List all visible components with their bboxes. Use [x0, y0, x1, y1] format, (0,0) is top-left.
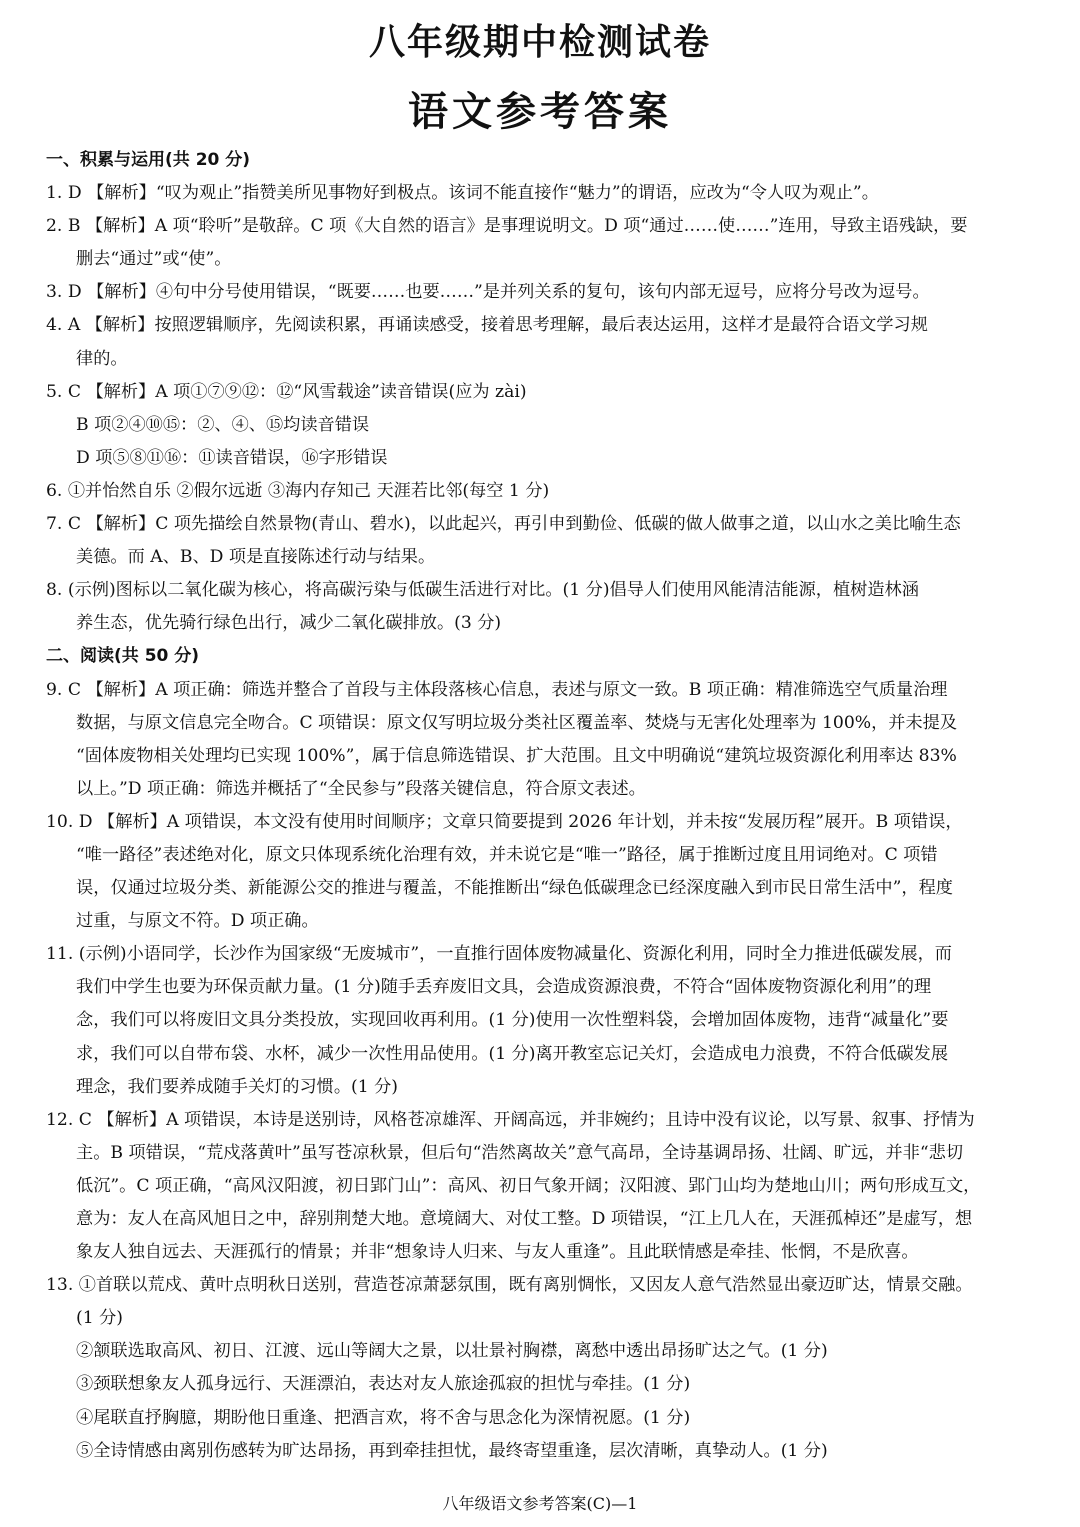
- answer-item: 4. A 【解析】按照逻辑顺序，先阅读积累，再诵读感受，接着思考理解，最后表达运用，这样才是最符合语文学习规: [46, 315, 928, 336]
- answer-item: 7. C 【解析】C 项先描绘自然景物(青山、碧水)，以此起兴，再引申到勤俭、低碳的做人做事之道，以山水之美比喻生态: [46, 514, 961, 535]
- answer-item: 13. ①首联以荒戍、黄叶点明秋日送别，营造苍凉萧瑟氛围，既有离别惆怅，又因友人意气浩然显出豪迈旷达，情景交融。: [46, 1275, 973, 1296]
- answer-content: [46, 144, 1040, 1468]
- answer-line: 美德。而 A、B、D 项是直接陈述行动与结果。: [76, 547, 436, 568]
- answer-line: “固体废物相关处理均已实现 100%”，属于信息筛选错误、扩大范围。且文中明确说“建筑垃圾资源化利用率达 83%: [76, 745, 957, 766]
- page-subtitle: 语文参考答案: [408, 89, 672, 135]
- section-heading: 二、阅读(共 50 分): [46, 646, 200, 667]
- answer-line: 象友人独自远去、天涯孤行的情景；并非“想象诗人归来、与友人重逢”。且此联情感是牵挂、怅惘，不是欣喜。: [76, 1242, 919, 1263]
- answer-item: 2. B 【解析】A 项“聆听”是敬辞。C 项《大自然的语言》是事理说明文。D 项“通过……使……”连用，导致主语残缺，要: [46, 216, 968, 237]
- answer-line: “唯一路径”表述绝对化，原文只体现系统化治理有效，并未说它是“唯一”路径，属于推断过度且用词绝对。C 项错: [76, 844, 938, 865]
- answer-line: (1 分): [76, 1308, 123, 1329]
- answer-item: 12. C 【解析】A 项错误，本诗是送别诗，风格苍凉雄浑、开阔高远，并非婉约；且诗中没有议论，以写景、叙事、抒情为: [46, 1109, 975, 1130]
- answer-item: 10. D 【解析】A 项错误，本文没有使用时间顺序；文章只简要提到 2026 年计划，并未按“发展历程”展开。B 项错误，: [46, 811, 963, 832]
- answer-item: 11. (示例)小语同学，长沙作为国家级“无废城市”，一直推行固体废物减量化、资源化利用，同时全力推进低碳发展，而: [46, 944, 952, 965]
- answer-item: 8. (示例)图标以二氧化碳为核心，将高碳污染与低碳生活进行对比。(1 分)倡导人们使用风能清洁能源，植树造林涵: [46, 580, 919, 601]
- answer-line: 意为：友人在高风旭日之中，辞别荆楚大地。意境阔大、对仗工整。D 项错误，“江上几人在，天涯孤棹还”是虚写，想: [76, 1209, 973, 1229]
- answer-item: 3. D 【解析】④句中分号使用错误，“既要……也要……”是并列关系的复句，该句内部无逗号，应将分号改为逗号。: [46, 282, 930, 303]
- answer-line: 低沉”。C 项正确，“高风汉阳渡，初日郢门山”：高风、初日气象开阔；汉阳渡、郢门山均为楚地山川；两句形成互文，: [76, 1175, 981, 1196]
- answer-line: 过重，与原文不符。D 项正确。: [76, 911, 319, 932]
- answer-item: 6. ①并怡然自乐 ②假尔远逝 ③海内存知己 天涯若比邻(每空 1 分): [46, 480, 550, 501]
- answer-line: 以上。”D 项正确：筛选并概括了“全民参与”段落关键信息，符合原文表述。: [76, 778, 646, 799]
- answer-line: ⑤全诗情感由离别伤感转为旷达昂扬，再到牵挂担忧，最终寄望重逢，层次清晰，真挚动人。(1 分): [76, 1440, 828, 1461]
- answer-line: D 项⑤⑧⑪⑯：⑪读音错误，⑯字形错误: [76, 447, 388, 468]
- answer-line: 律的。: [76, 348, 128, 369]
- answer-line: 我们中学生也要为环保贡献力量。(1 分)随手丢弃废旧文具，会造成资源浪费，不符合“固体废物资源化利用”的理: [76, 977, 932, 998]
- answer-line: ③颈联想象友人孤身远行、天涯漂泊，表达对友人旅途孤寂的担忧与牵挂。(1 分): [76, 1374, 691, 1395]
- answer-line: 求，我们可以自带布袋、水杯，减少一次性用品使用。(1 分)离开教室忘记关灯，会造成电力浪费，不符合低碳发展: [76, 1043, 949, 1064]
- answer-line: 养生态，优先骑行绿色出行，减少二氧化碳排放。(3 分): [76, 613, 502, 634]
- answer-line: 念，我们可以将废旧文具分类投放，实现回收再利用。(1 分)使用一次性塑料袋，会增加固体废物，违背“减量化”要: [76, 1010, 949, 1031]
- answer-line: 删去“通过”或“使”。: [76, 249, 232, 270]
- answer-item: 5. C 【解析】A 项①⑦⑨⑫：⑫“风雪载途”读音错误(应为 zài): [46, 381, 527, 402]
- answer-line: 理念，我们要养成随手关灯的习惯。(1 分): [76, 1076, 398, 1097]
- answer-line: 主。B 项错误，“荒戍落黄叶”虽写苍凉秋景，但后句“浩然离故关”意气高昂，全诗基调昂扬、壮阔、旷远，并非“悲切: [76, 1142, 964, 1163]
- page-title: 八年级期中检测试卷: [368, 22, 711, 63]
- answer-item: 1. D 【解析】“叹为观止”指赞美所见事物好到极点。该词不能直接作“魅力”的谓语，应改为“令人叹为观止”。: [46, 183, 879, 204]
- page-footer: 八年级语文参考答案(C)—1: [442, 1494, 638, 1513]
- answer-line: B 项②④⑩⑮：②、④、⑮均读音错误: [76, 414, 370, 435]
- answer-line: ④尾联直抒胸臆，期盼他日重逢、把酒言欢，将不舍与思念化为深情祝愿。(1 分): [76, 1407, 691, 1428]
- section-heading: 一、积累与运用(共 20 分): [46, 150, 251, 170]
- answer-line: 数据，与原文信息完全吻合。C 项错误：原文仅写明垃圾分类社区覆盖率、焚烧与无害化处理率为 100%，并未提及: [76, 712, 958, 733]
- answer-item: 9. C 【解析】A 项正确：筛选并整合了首段与主体段落核心信息，表述与原文一致。B 项正确：精准筛选空气质量治理: [46, 679, 948, 700]
- answer-line: 误，仅通过垃圾分类、新能源公交的推进与覆盖，不能推断出“绿色低碳理念已经深度融入到市民日常生活中”，程度: [76, 878, 953, 899]
- answer-line: ②颔联选取高风、初日、江渡、远山等阔大之景，以壮景衬胸襟，离愁中透出昂扬旷达之气。(1 分): [76, 1341, 828, 1362]
